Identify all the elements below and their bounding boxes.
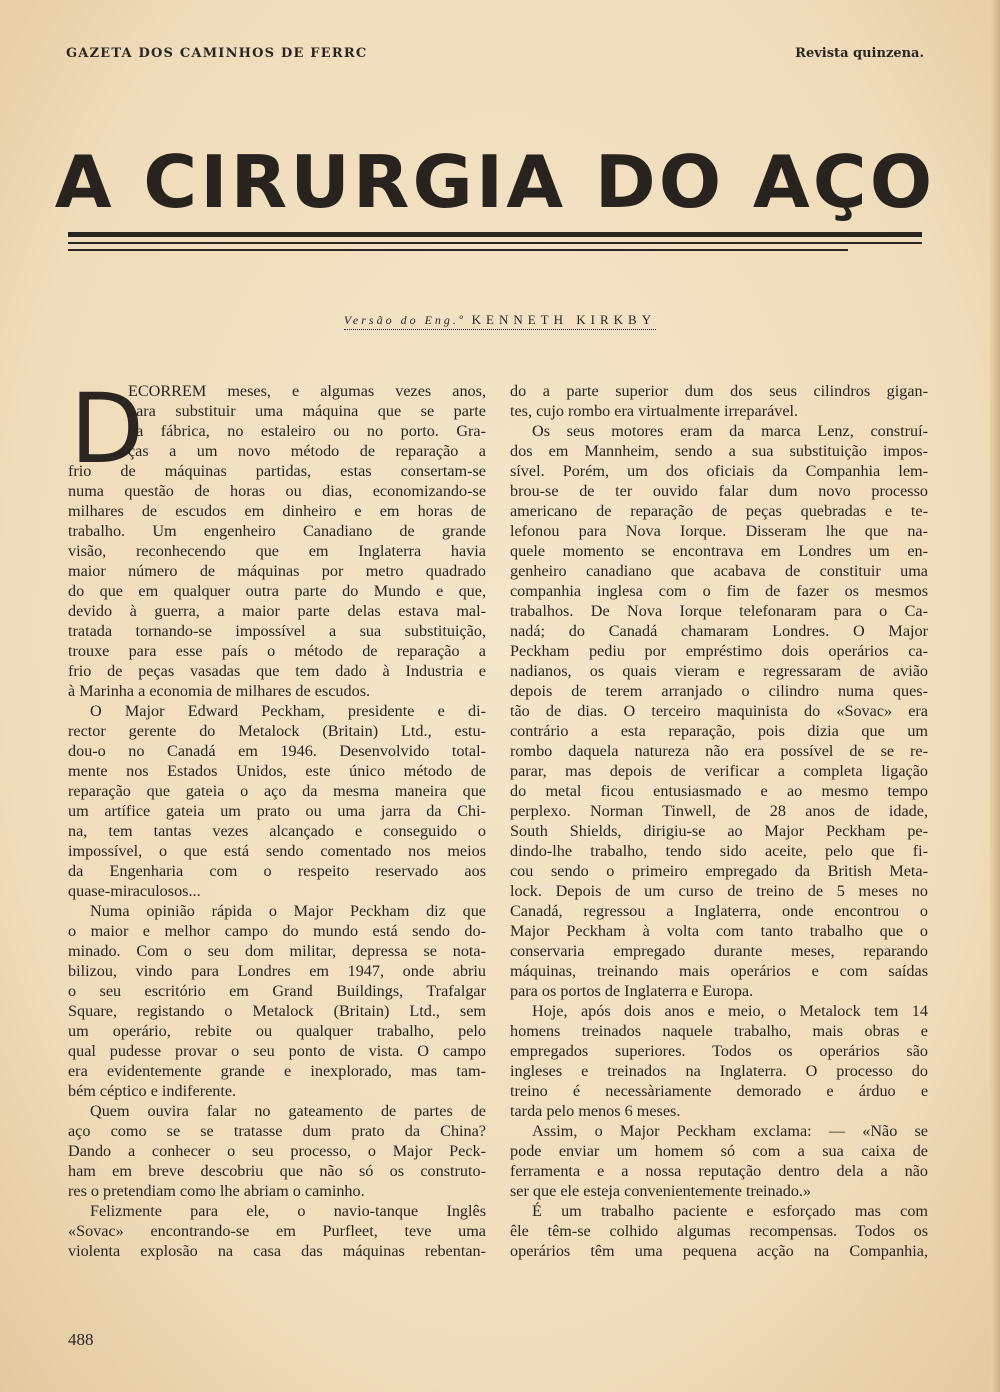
text-line: treino é necessàriamente demorado e árduo e (510, 1082, 928, 1100)
text-line: trouxe para esse país o método de reparação a (68, 642, 486, 660)
byline (0, 312, 1000, 328)
text-line: americano de reparação de peças quebradas e te- (510, 502, 928, 520)
text-line: para os portos de Inglaterra e Europa. (510, 982, 754, 1000)
text-line: Numa opinião rápida o Major Peckham diz que (90, 902, 486, 920)
text-line: contrário a esta reparação, pois dizia que um (510, 722, 928, 740)
text-line: tão de dias. O terceiro maquinista do «Sovac» era (510, 702, 928, 720)
text-line: Peckham pediu por empréstimo dois operários ca- (510, 642, 928, 660)
byline-author: KENNETH KIRKBY (471, 312, 657, 327)
text-line: qual pudesse provar o seu ponto de vista. O campo (68, 1042, 486, 1060)
text-line: tratada tornando-se impossível a sua substituição, (68, 622, 486, 640)
text-line: sível. Porém, um dos oficiais da Companhia lem- (510, 462, 928, 480)
text-line: Quem ouvira falar no gateamento de partes de (90, 1102, 486, 1120)
title-rule-thick (68, 232, 922, 237)
text-line: Dando a conhecer o seu processo, o Major Peck- (68, 1142, 486, 1160)
text-line: ingleses e treinados na Inglaterra. O processo do (510, 1062, 928, 1080)
text-line: parar, mas depois de verificar a completa ligação (510, 762, 928, 780)
text-line: O Major Edward Peckham, presidente e di- (90, 702, 486, 720)
text-line: South Shields, dirigiu-se ao Major Peckham pe- (510, 822, 928, 840)
text-line: Major Peckham à volta com tanto trabalho que o (510, 922, 928, 940)
text-line: bilizou, vindo para Londres em 1947, onde abriu (68, 962, 486, 980)
text-line: maior número de máquinas por metro quadrado (68, 562, 486, 580)
article-title: A CIRURGIA DO AÇO (54, 140, 936, 224)
text-line: É um trabalho paciente e esforçado mas com (532, 1202, 928, 1220)
title-rule-thin (68, 242, 922, 244)
running-header-publication: GAZETA DOS CAMINHOS DE FERRC (66, 46, 368, 61)
text-line: do que em qualquer outra parte do Mundo e que, (68, 582, 486, 600)
text-line: um artífice gateia um prato ou uma jarra da Chi- (68, 802, 486, 820)
page-edge (990, 0, 1000, 1392)
text-line: êle têm-se colhido algumas recompensas. Todos os (510, 1222, 928, 1240)
text-line: rombo daquela natureza não era possível de se re- (510, 742, 928, 760)
text-line: frio de peças vasadas que tem dado à Industria e (68, 662, 486, 680)
text-line: milhares de escudos em dinheiro e em horas de (68, 502, 486, 520)
text-line: companhia inglesa com o fim de fazer os mesmos (510, 582, 928, 600)
text-line: na fábrica, no estaleiro ou no porto. Gra- (128, 422, 486, 440)
text-line: dou-o no Canadá em 1946. Desenvolvido total- (68, 742, 486, 760)
text-column-left (68, 373, 486, 1261)
text-line: nadá; do Canadá chamaram Londres. O Major (510, 622, 928, 640)
text-line: aço como se se tratasse dum prato da China? (68, 1122, 486, 1140)
text-line: da Engenharia com o respeito reservado aos (68, 862, 486, 880)
running-header-subtitle: Revista quinzena. (795, 46, 924, 61)
text-line: brou-se de ter ouvido falar dum novo processo (510, 482, 928, 500)
text-line: máquinas, treinando mais operários e com saídas (510, 962, 928, 980)
text-line: pode enviar um homem só com a sua caixa de (510, 1142, 928, 1160)
text-line: dindo-lhe trabalho, tendo sido aceite, pelo que fi- (510, 842, 928, 860)
text-line: quase-miraculosos... (68, 882, 201, 900)
text-line: minado. Com o seu dom militar, depressa se nota- (68, 942, 486, 960)
text-line: tes, cujo rombo era virtualmente irreparável. (510, 402, 799, 420)
title-rule-thin-short (68, 249, 848, 251)
text-line: nadianos, os quais vieram e regressaram de avião (510, 662, 928, 680)
text-line: ser que ele esteja convenientemente treinado.» (510, 1182, 812, 1200)
text-line: o maior e melhor campo do mundo está sendo do- (68, 922, 486, 940)
text-line: homens treinados naquele trabalho, mais obras e (510, 1022, 928, 1040)
page-number: 488 (68, 1330, 94, 1349)
text-line: cou sendo o primeiro empregado da British Meta- (510, 862, 928, 880)
text-line: dos em Mannheim, sendo a sua substituição impos- (510, 442, 928, 460)
text-line: do a parte superior dum dos seus cilindros gigan- (510, 382, 928, 400)
text-line: para substituir uma máquina que se parte (128, 402, 486, 420)
text-line: devido à guerra, a maior parte delas estava mal- (68, 602, 486, 620)
text-line: quele momento se encontrava em Londres um en- (510, 542, 928, 560)
text-line: tarda pelo menos 6 meses. (510, 1102, 681, 1120)
text-line: ferramenta e a nossa reputação dentro dela a não (510, 1162, 928, 1180)
text-column-right (510, 381, 928, 1261)
text-line: perplexo. Norman Tinwell, de 28 anos de idade, (510, 802, 928, 820)
text-line: «Sovac» encontrando-se em Purfleet, teve uma (68, 1222, 486, 1240)
text-line: res o pretendiam como lhe abriam o caminho. (68, 1182, 365, 1200)
text-line: ECORREM meses, e algumas vezes anos, (128, 382, 486, 400)
text-line: lefonou para Nova Iorque. Disseram lhe que na- (510, 522, 928, 540)
byline-prefix: Versão do Eng.º (343, 313, 466, 327)
text-line: operários têm uma pequena acção na Companhia, (510, 1242, 928, 1260)
text-line: lock. Depois de um curso de treino de 5 meses no (510, 882, 928, 900)
text-line: Square, registando o Metalock (Britain) Ltd., sem (68, 1002, 486, 1020)
text-line: Felizmente para ele, o navio-tanque Inglês (90, 1202, 486, 1220)
text-line: trabalhos. De Nova Iorque telefonaram para o Ca- (510, 602, 928, 620)
text-line: violenta explosão na casa das máquinas rebentan- (68, 1242, 486, 1260)
text-line: visão, reconhecendo que em Inglaterra havia (68, 542, 486, 560)
text-line: à Marinha a economia de milhares de escudos. (68, 682, 371, 700)
text-line: o seu escritório em Grand Buildings, Trafalgar (68, 982, 486, 1000)
text-line: empregados superiores. Todos os operários são (510, 1042, 928, 1060)
text-line: reparação que gateia o aço da mesma maneira que (68, 782, 486, 800)
text-line: conservaria empregado durante meses, reparando (510, 942, 928, 960)
text-line: depois de terem arranjado o cilindro numa ques- (510, 682, 928, 700)
text-line: rector gerente do Metalock (Britain) Ltd., estu- (68, 722, 486, 740)
drop-cap: D (70, 373, 144, 485)
text-line: frio de máquinas partidas, estas consertam-se (68, 462, 486, 480)
text-line: um operário, rebite ou qualquer trabalho, pelo (68, 1022, 486, 1040)
text-line: ças a um novo método de reparação a (128, 442, 486, 460)
text-line: do metal ficou entusiasmado e ao mesmo tempo (510, 782, 928, 800)
text-line: Canadá, regressou a Inglaterra, onde encontrou o (510, 902, 928, 920)
text-line: genheiro canadiano que acabava de constituir uma (510, 562, 928, 580)
text-line: na, tem tantas vezes alcançado e conseguido o (68, 822, 486, 840)
text-line: Os seus motores eram da marca Lenz, construí- (532, 422, 928, 440)
text-line: mente nos Estados Unidos, este único método de (68, 762, 486, 780)
text-line: numa questão de horas ou dias, economizando-se (68, 482, 486, 500)
text-line: bém céptico e indiferente. (68, 1082, 237, 1100)
text-line: Hoje, após dois anos e meio, o Metalock tem 14 (532, 1002, 928, 1020)
text-line: Assim, o Major Peckham exclama: — «Não se (532, 1122, 928, 1140)
text-line: trabalho. Um engenheiro Canadiano de grande (68, 522, 486, 540)
text-line: impossível, o que está sendo comentado nos meios (68, 842, 486, 860)
text-line: ham em breve descobriu que não só os construto- (68, 1162, 486, 1180)
text-line: era evidentemente grande e inexplorado, mas tam- (68, 1062, 486, 1080)
